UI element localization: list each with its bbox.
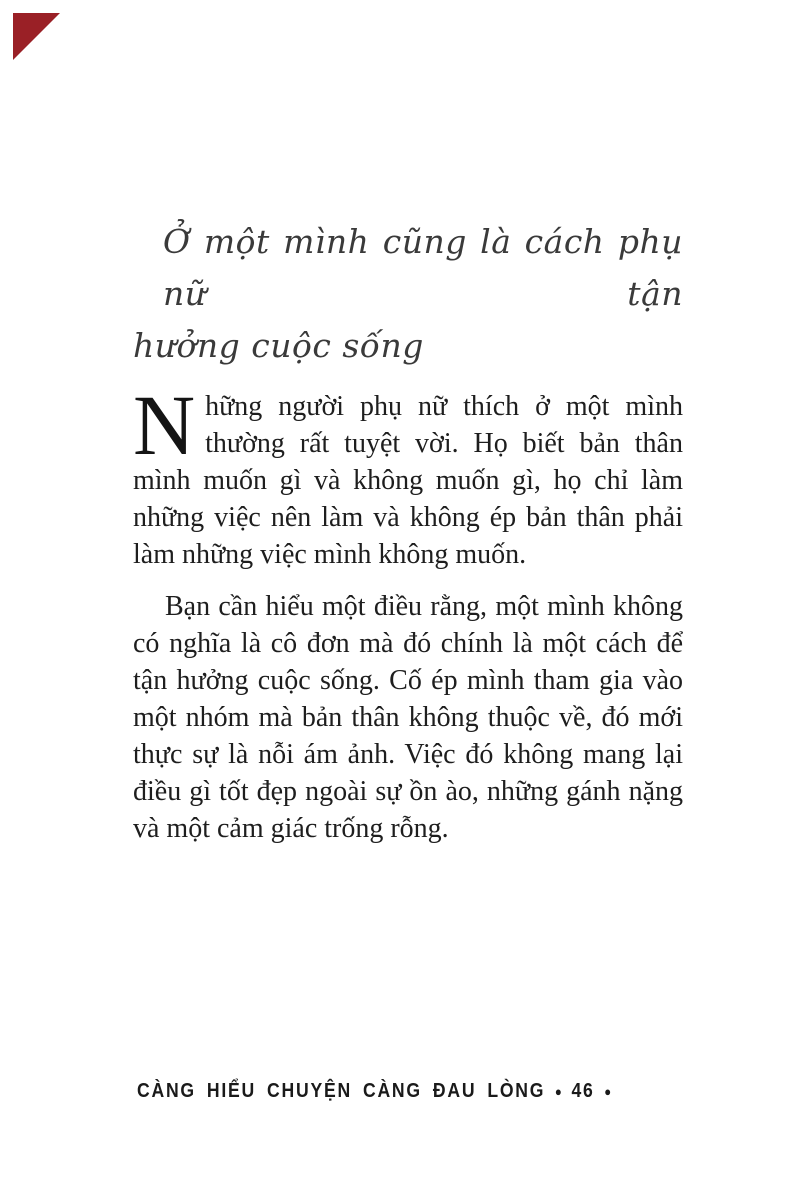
footer-book-title: CÀNG HIỂU CHUYỆN CÀNG ĐAU LÒNG xyxy=(137,1080,546,1102)
footer-bullet-left: ● xyxy=(554,1084,562,1099)
corner-accent-triangle xyxy=(13,13,60,60)
chapter-body xyxy=(133,377,683,847)
drop-cap-letter: N xyxy=(133,377,196,473)
chapter-title-line1: Ở một mình cũng là cách phụ nữ tận xyxy=(163,222,683,313)
chapter-title xyxy=(133,216,683,372)
paragraph-2: Bạn cần hiểu một điều rằng, một mình không có nghĩa là cô đơn mà đó chính là một cách để tận hưởng cuộc sống. Cố ép mình tham gia vào một nhóm mà bản thân không thuộc về, đó mới thực sự là nỗi ám ảnh. Việc đó không mang lại điều gì tốt đẹp ngoài sự ồn ào, những gánh nặng và một cảm giác trống rỗng. xyxy=(133,591,683,844)
footer-bullet-right: ● xyxy=(604,1084,612,1099)
chapter-title-line2: hưởng cuộc sống xyxy=(133,326,424,365)
paragraph-1 xyxy=(133,377,683,573)
paragraph-1-text: hững người phụ nữ thích ở một mình thường rất tuyệt vời. Họ biết bản thân mình muốn gì và không muốn gì, họ chỉ làm những việc nên làm và không ép bản thân phải làm những việc mình không muốn. xyxy=(133,391,683,570)
footer-page-number: 46 xyxy=(571,1080,595,1102)
running-footer xyxy=(137,1080,611,1103)
